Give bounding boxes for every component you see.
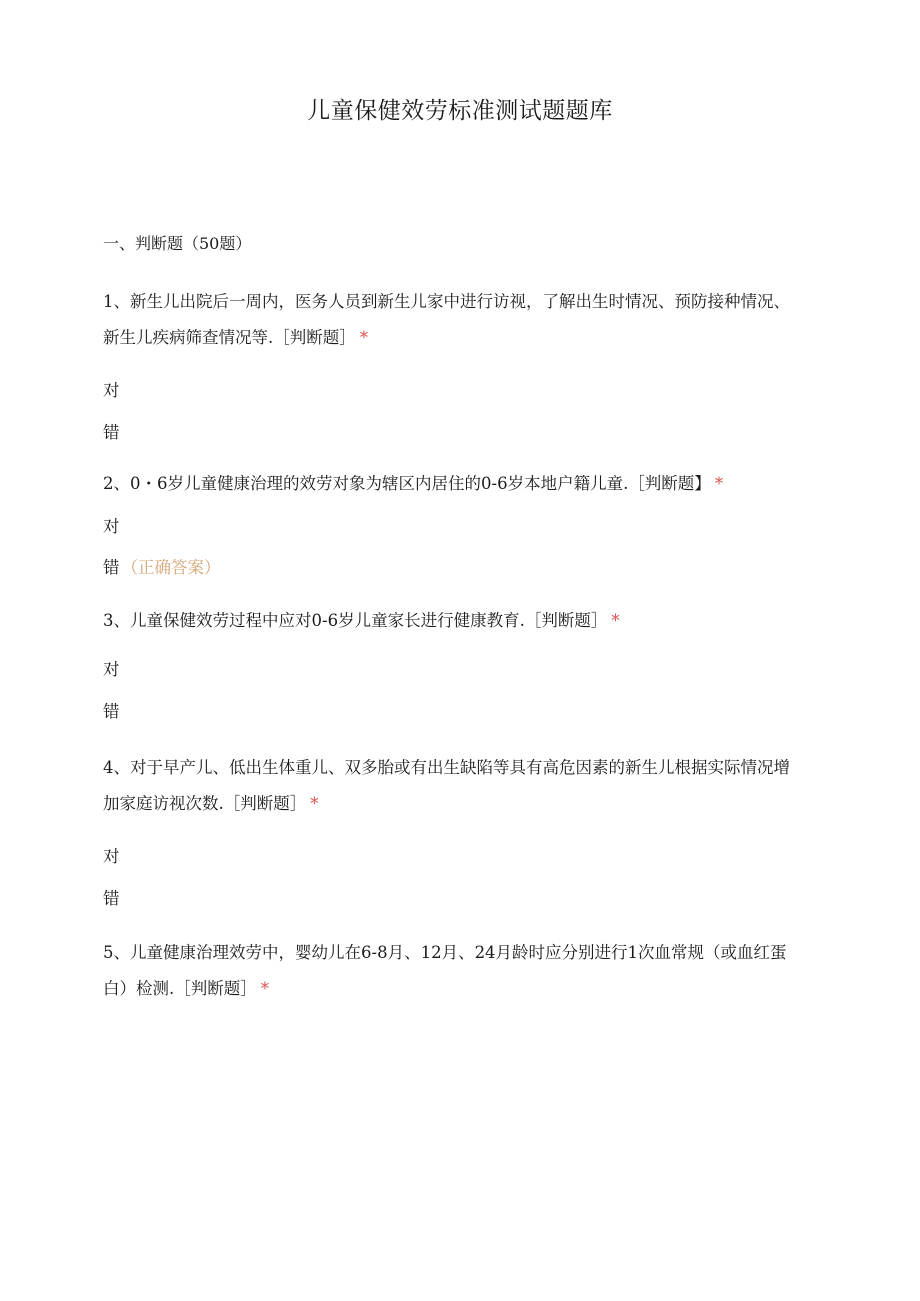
question-1-option-true[interactable]: 对 xyxy=(103,381,120,400)
question-3-option-true[interactable]: 对 xyxy=(103,660,120,679)
page-title: 儿童保健效劳标准测试题题库 xyxy=(307,98,613,124)
question-2-option-false[interactable] xyxy=(103,557,221,579)
question-2-option-false-label: 错 xyxy=(103,558,120,577)
question-2-text xyxy=(103,466,803,502)
question-2-label: 2、0・6岁儿童健康治理的效劳对象为辖区内居住的0-6岁本地户籍儿童.［判断题】 xyxy=(103,474,711,493)
question-3-label: 3、儿童保健效劳过程中应对0-6岁儿童家长进行健康教育.［判断题］ xyxy=(103,611,608,630)
question-5-label: 5、儿童健康治理效劳中，婴幼儿在6-8月、12月、24月龄时应分别进行1次血常规（或血红蛋白）检测.［判断题］ xyxy=(103,943,787,998)
correct-answer-label: （正确答案） xyxy=(121,558,221,577)
question-2-option-true[interactable]: 对 xyxy=(103,517,120,536)
question-5-text xyxy=(103,935,803,1007)
question-1-option-false[interactable]: 错 xyxy=(103,423,120,442)
required-asterisk: * xyxy=(714,474,724,493)
section-heading: 一、判断题（50题） xyxy=(103,234,252,253)
question-4-text xyxy=(103,750,803,822)
question-3-text xyxy=(103,603,803,639)
required-asterisk: * xyxy=(611,611,620,630)
question-4-label: 4、对于早产儿、低出生体重儿、双多胎或有出生缺陷等具有高危因素的新生儿根据实际情况增加家庭访视次数.［判断题］ xyxy=(103,758,790,813)
question-3-option-false[interactable]: 错 xyxy=(103,702,120,721)
required-asterisk: * xyxy=(310,794,319,813)
question-4-option-false[interactable]: 错 xyxy=(103,889,120,908)
question-1-label: 1、新生儿出院后一周内，医务人员到新生儿家中进行访视，了解出生时情况、预防接种情况、新生儿疾病筛查情况等.［判断题］ xyxy=(103,292,790,347)
question-4-option-true[interactable]: 对 xyxy=(103,847,120,866)
required-asterisk: * xyxy=(260,979,269,998)
required-asterisk: * xyxy=(359,328,368,347)
question-1-text xyxy=(103,284,803,356)
